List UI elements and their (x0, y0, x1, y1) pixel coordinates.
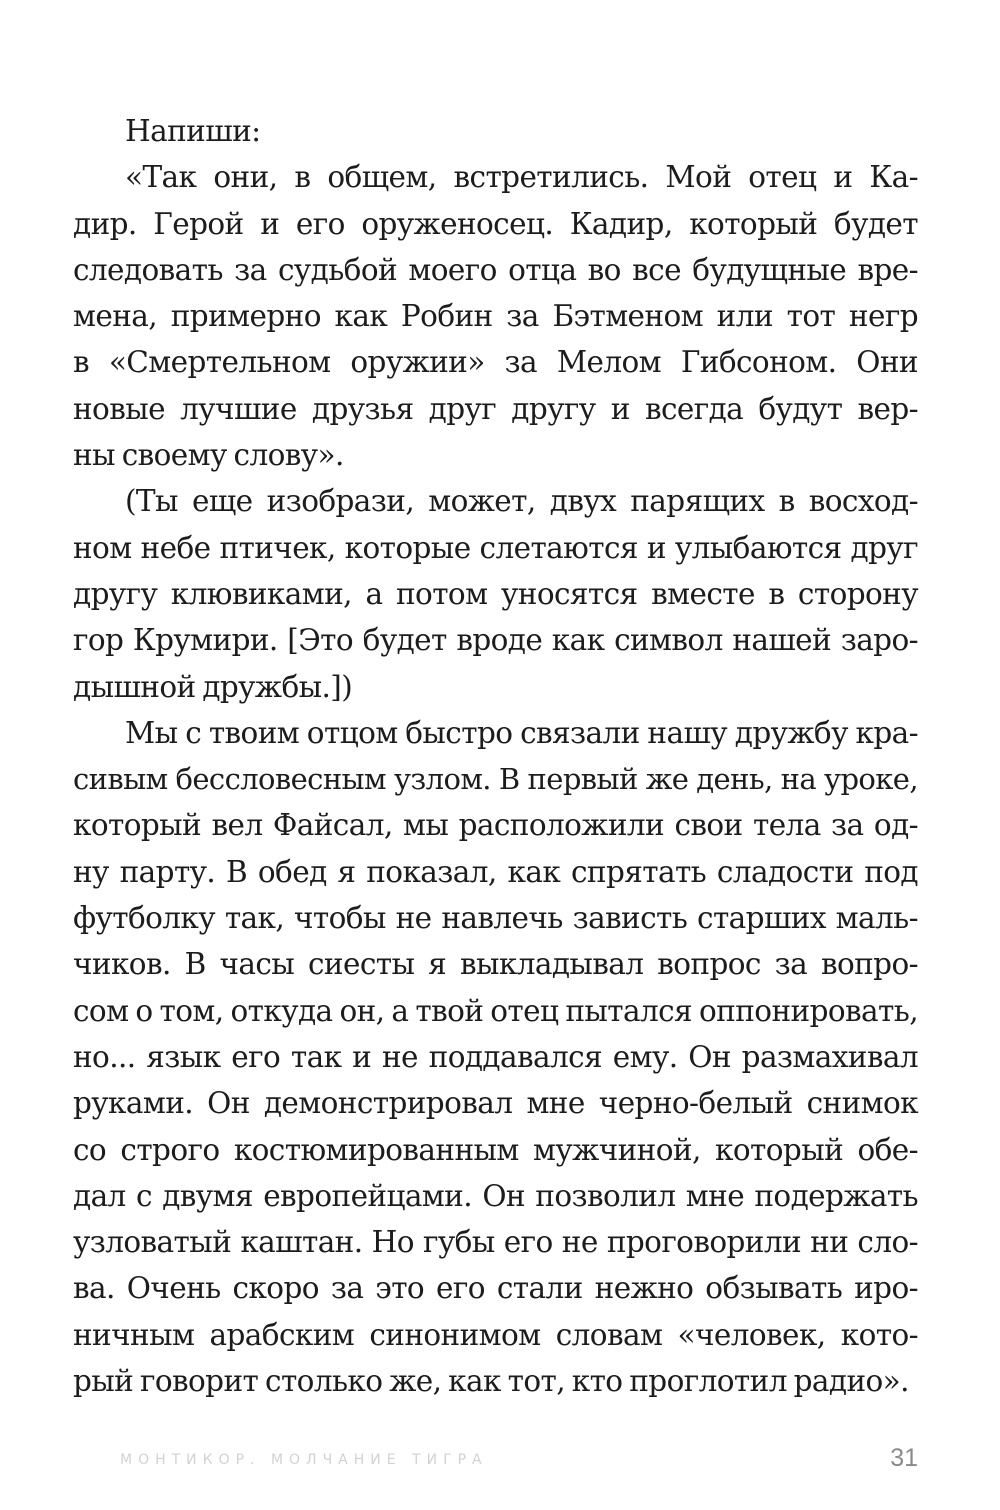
paragraph (73, 108, 918, 154)
text-line: со строго костюмированным мужчиной, который обе- (73, 1132, 918, 1167)
text-line: новые лучшие друзья друг другу и всегда будут вер- (73, 391, 918, 426)
text-line: ны своему слову». (73, 438, 344, 473)
text-line: дир. Герой и его оруженосец. Кадир, который будет (73, 206, 918, 241)
text-line: ну парту. В обед я показал, как спрятать сладости под (73, 854, 918, 889)
text-line: ва. Очень скоро за это его стали нежно обзывать иро- (73, 1271, 918, 1306)
text-line: который вел Файсал, мы расположили свои тела за од- (73, 808, 918, 843)
text-line: руками. Он демонстрировал мне черно-белый снимок (73, 1086, 918, 1121)
text-line: Напиши: (125, 114, 261, 148)
text-line: гор Крумири. [Это будет вроде как символ нашей заро- (73, 623, 918, 658)
text-line: узловатый каштан. Но губы его не проговорили ни сло- (73, 1225, 918, 1260)
text-line: но... язык его так и не поддавался ему. Он размахивал (73, 1039, 918, 1074)
text-line: рый говорит столько же, как тот, кто проглотил радио». (73, 1364, 909, 1399)
text-line: чиков. В часы сиесты я выкладывал вопрос за вопро- (73, 947, 918, 982)
paragraph (73, 154, 918, 478)
text-line: следовать за судьбой моего отца во все будущные вре- (73, 252, 918, 287)
paragraph (73, 478, 918, 709)
text-line: ном небе птичек, которые слетаются и улыбаются друг (73, 530, 918, 565)
paragraph (73, 710, 918, 1404)
text-line: сом о том, откуда он, а твой отец пытался оппонировать, (73, 993, 918, 1028)
text-line: (Ты еще изобрази, может, двух парящих в восход- (125, 484, 918, 519)
text-line: другу клювиками, а потом уносятся вместе в сторону (73, 576, 918, 611)
text-line: мена, примерно как Робин за Бэтменом или тот негр (73, 299, 918, 334)
text-line: «Так они, в общем, встретились. Мой отец и Ка- (125, 160, 918, 195)
body-text (73, 108, 918, 1404)
running-title: МОНТИКОР. МОЛЧАНИЕ ТИГРА (120, 1452, 488, 1468)
text-line: сивым бессловесным узлом. В первый же день, на уроке, (73, 762, 918, 797)
text-line: дал с двумя европейцами. Он позволил мне подержать (73, 1178, 918, 1213)
text-line: дышной дружбы.]) (73, 669, 353, 704)
text-line: футболку так, чтобы не навлечь зависть старших маль- (73, 901, 918, 936)
text-line: ничным арабским синонимом словам «человек, кото- (73, 1317, 918, 1352)
page-number: 31 (890, 1444, 918, 1472)
page-footer (0, 1444, 1000, 1484)
text-line: Мы с твоим отцом быстро связали нашу дружбу кра- (125, 715, 918, 750)
text-line: в «Смертельном оружии» за Мелом Гибсоном. Они (73, 345, 918, 380)
